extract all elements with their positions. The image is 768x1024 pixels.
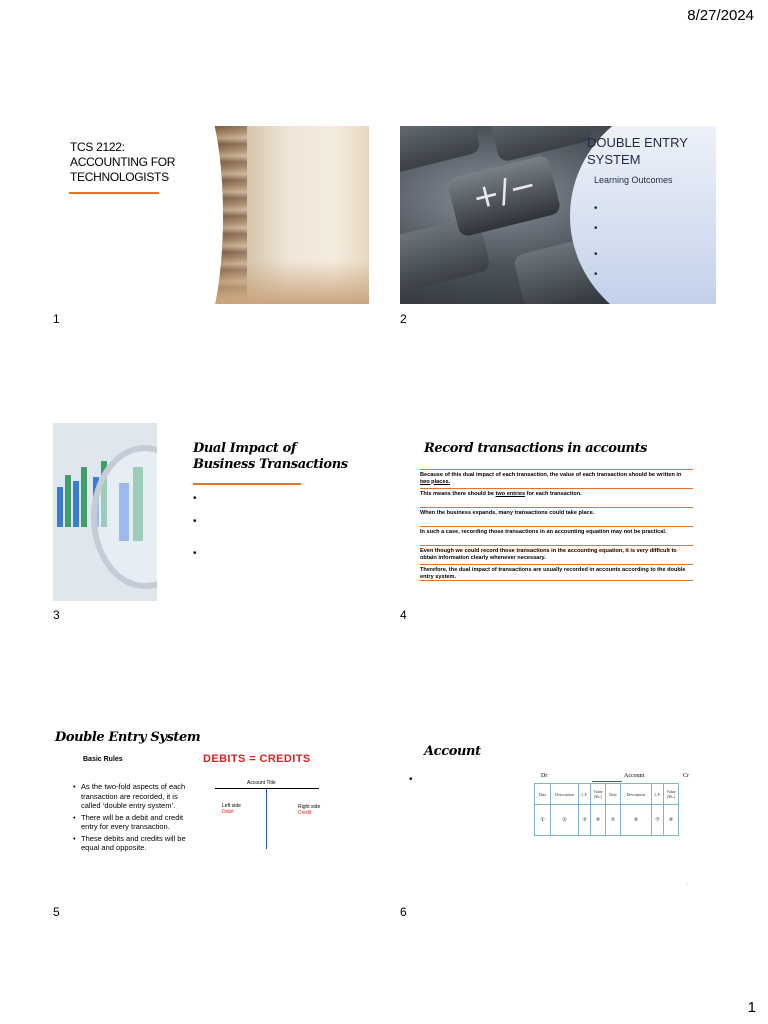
header-cell: Description	[551, 784, 579, 805]
t-account-top-line	[215, 788, 319, 789]
marker-cell: ⑤	[606, 805, 621, 836]
bullet: •	[193, 516, 197, 527]
slide-6-thumbnail	[400, 720, 716, 898]
marker-cell: ⑥	[621, 805, 652, 836]
header-cell: Value (Rs.)	[664, 784, 679, 805]
bullet: •	[594, 249, 598, 260]
text-row: Even though we could record those transactions in the accounting equation, it is very difficult to obtain information clearly whenever necessary.	[420, 545, 693, 561]
marker-cell: ①	[535, 805, 551, 836]
list-item: • These debits and credits will be equal and opposite.	[73, 834, 193, 853]
ledger-table	[534, 783, 679, 836]
marker-cell: ④	[591, 805, 606, 836]
right-side-label: Right side Credit	[298, 804, 321, 816]
header-cell: Date	[606, 784, 621, 805]
header-cell: Date	[535, 784, 551, 805]
account-label: Account	[624, 773, 645, 779]
title-underline	[69, 192, 159, 194]
marker-cell: ⑦	[652, 805, 664, 836]
slide-6-title: Account	[424, 744, 481, 759]
slide-1-thumbnail	[53, 126, 369, 304]
slide-1-number: 1	[53, 312, 60, 326]
slide-6-number: 6	[400, 905, 407, 919]
text-row: Therefore, the dual impact of transactions are usually recorded in accounts according to the double entry system.	[420, 564, 693, 581]
slide-4-number: 4	[400, 608, 407, 622]
chart-magnifier-photo	[53, 423, 157, 601]
footnote-mark: ·	[687, 882, 689, 887]
t-account-divider	[266, 789, 267, 849]
cr-label: Cr	[683, 773, 689, 779]
bullet: •	[594, 269, 598, 280]
bullet: •	[409, 774, 413, 785]
debits-credits-equation: DEBITS = CREDITS	[203, 753, 311, 765]
text-row: This means there should be two entries for each transaction.	[420, 488, 693, 498]
marker-cell: ③	[579, 805, 591, 836]
slide-3-number: 3	[53, 608, 60, 622]
page-number: 1	[747, 999, 756, 1016]
dr-label: Dr	[541, 773, 548, 779]
header-cell: Description	[621, 784, 652, 805]
slide-4-title: Record transactions in accounts	[424, 441, 648, 456]
text-row: In such a case, recording those transactions in an accounting equation may not be practical.	[420, 526, 693, 536]
slide-3-title: Dual Impact of Business Transactions	[193, 441, 348, 472]
slide-5-thumbnail	[53, 720, 369, 898]
header-cell: L.F.	[579, 784, 591, 805]
text-row: When the business expands, many transactions could take place.	[420, 507, 693, 517]
plus-minus-key-icon: +/−	[468, 164, 541, 218]
basic-rules-label: Basic Rules	[83, 756, 123, 763]
left-side-label: Left side Debit	[222, 803, 241, 815]
title-underline	[193, 483, 301, 485]
account-name-line	[592, 781, 622, 782]
slide-5-title: Double Entry System	[55, 730, 201, 745]
t-account-title: Account Title	[247, 780, 276, 786]
slide-1-title: TCS 2122: ACCOUNTING FOR TECHNOLOGISTS	[70, 140, 176, 184]
header-cell: Value (Rs.)	[591, 784, 606, 805]
slide-2-title: DOUBLE ENTRY SYSTEM	[587, 135, 688, 167]
list-item: • There will be a debit and credit entry for every transaction.	[73, 813, 193, 832]
header-cell: L.F.	[652, 784, 664, 805]
slide-3-thumbnail	[53, 423, 369, 601]
bullet: •	[193, 493, 197, 504]
learning-outcomes-label: Learning Outcomes	[594, 175, 673, 185]
list-item: • As the two-fold aspects of each transaction are recorded, it is called ‘double entry system’.	[73, 782, 193, 811]
slide-5-number: 5	[53, 905, 60, 919]
text-row: Because of this dual impact of each transaction, the value of each transaction should be written in two places.	[420, 469, 693, 485]
marker-cell: ②	[551, 805, 579, 836]
bullet: •	[594, 223, 598, 234]
marker-cell: ⑧	[664, 805, 679, 836]
bullet-list	[73, 782, 193, 855]
slide-2-thumbnail	[400, 126, 716, 304]
print-date: 8/27/2024	[687, 7, 754, 24]
bullet: •	[193, 548, 197, 559]
bullet: •	[594, 203, 598, 214]
slide-2-number: 2	[400, 312, 407, 326]
slide-4-thumbnail	[400, 423, 716, 601]
